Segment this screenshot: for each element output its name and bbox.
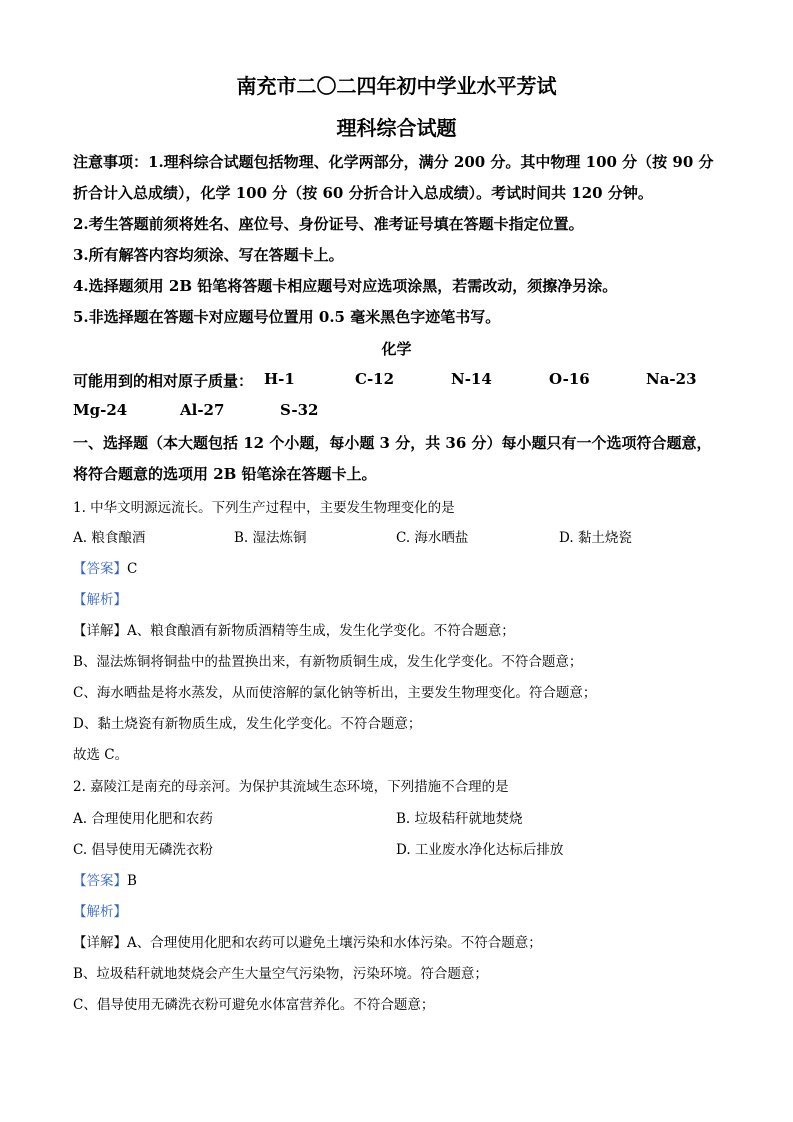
q2-answer: [73, 869, 137, 889]
q2-option-c: C. 倡导使用无磷洗衣粉: [73, 842, 213, 858]
notes-line-1: 注意事项：1.理科综合试题包括物理、化学两部分，满分 200 分。其中物理 100 分（按 90 分: [73, 153, 714, 171]
notes-line-2: 折合计入总成绩），化学 100 分（按 60 分折合计入总成绩）。考试时间共 120 分钟。: [73, 184, 653, 202]
atomic-mass-na: Na-23: [646, 370, 697, 388]
q2-detail-1: [73, 931, 542, 951]
notes-line-5: 4.选择题须用 2B 铅笔将答题卡相应题号对应选项涂黑，若需改动，须擦净另涂。: [73, 277, 618, 295]
q1-detail-1-text: A、粮食酿酒有新物质酒精等生成，发生化学变化。不符合题意；: [127, 623, 515, 639]
notes-line-4: 3.所有解答内容均须涂、写在答题卡上。: [73, 246, 344, 264]
q2-detail-1-text: A、合理使用化肥和农药可以避免土壤污染和水体污染。不符合题意；: [127, 935, 542, 951]
q1-option-a: A. 粮食酿酒: [73, 530, 146, 546]
q2-answer-value: B: [127, 873, 137, 889]
q1-answer-value: C: [127, 561, 138, 577]
q1-detail-2: B、湿法炼铜将铜盐中的盐置换出来，有新物质铜生成，发生化学变化。不符合题意；: [73, 654, 583, 670]
q2-option-d: D. 工业废水净化达标后排放: [396, 842, 564, 858]
q2-option-b: B. 垃圾秸秆就地焚烧: [396, 811, 523, 827]
q1-answer: [73, 557, 137, 577]
notes-line-6: 5.非选择题在答题卡对应题号位置用 0.5 毫米黑色字迹笔书写。: [73, 308, 501, 326]
atomic-mass-label: 可能用到的相对原子质量：: [73, 372, 254, 390]
part1-heading-line-2: 将符合题意的选项用 2B 铅笔涂在答题卡上。: [73, 465, 377, 483]
atomic-mass-al: Al-27: [180, 401, 225, 419]
q2-detail-label: 【详解】: [73, 935, 127, 951]
atomic-mass-o: O-16: [549, 370, 590, 388]
q2-analysis-label: 【解析】: [73, 904, 127, 920]
atomic-mass-h: H-1: [264, 370, 295, 388]
q1-conclusion: 故选 C。: [73, 747, 129, 763]
atomic-mass-mg: Mg-24: [73, 401, 128, 419]
q1-detail-1: [73, 619, 515, 639]
q2-option-a: A. 合理使用化肥和农药: [73, 811, 213, 827]
q1-answer-label: 【答案】: [73, 561, 127, 577]
part1-heading-line-1: 一、选择题（本大题包括 12 个小题，每小题 3 分，共 36 分）每小题只有一个选项符合题意，: [73, 434, 712, 452]
q1-option-b: B. 湿法炼铜: [234, 530, 307, 546]
page-title: 南充市二〇二四年初中学业水平芳试: [236, 74, 557, 98]
q1-option-d: D. 黏土烧瓷: [559, 530, 632, 546]
notes-line-3: 2.考生答题前须将姓名、座位号、身份证号、准考证号填在答题卡指定位置。: [73, 215, 584, 233]
page-subtitle: 理科综合试题: [336, 116, 457, 140]
q2-stem: 2. 嘉陵江是南充的母亲河。为保护其流域生态环境，下列措施不合理的是: [73, 779, 509, 795]
q1-option-c: C. 海水晒盐: [396, 530, 469, 546]
q1-stem: 1. 中华文明源远流长。下列生产过程中，主要发生物理变化的是: [73, 500, 455, 516]
atomic-mass-c: C-12: [355, 370, 395, 388]
q2-detail-3: C、倡导使用无磷洗衣粉可避免水体富营养化。不符合题意；: [73, 997, 435, 1013]
q1-analysis-label: 【解析】: [73, 592, 127, 608]
q1-detail-label: 【详解】: [73, 623, 127, 639]
q2-answer-label: 【答案】: [73, 873, 127, 889]
atomic-mass-n: N-14: [451, 370, 492, 388]
q1-detail-4: D、黏土烧瓷有新物质生成，发生化学变化。不符合题意；: [73, 716, 422, 732]
section-title: 化学: [381, 340, 412, 358]
atomic-mass-s: S-32: [280, 401, 319, 419]
q1-detail-3: C、海水晒盐是将水蒸发，从而使溶解的氯化钠等析出，主要发生物理变化。符合题意；: [73, 685, 597, 701]
q2-detail-2: B、垃圾秸秆就地焚烧会产生大量空气污染物，污染环境。符合题意；: [73, 966, 488, 982]
